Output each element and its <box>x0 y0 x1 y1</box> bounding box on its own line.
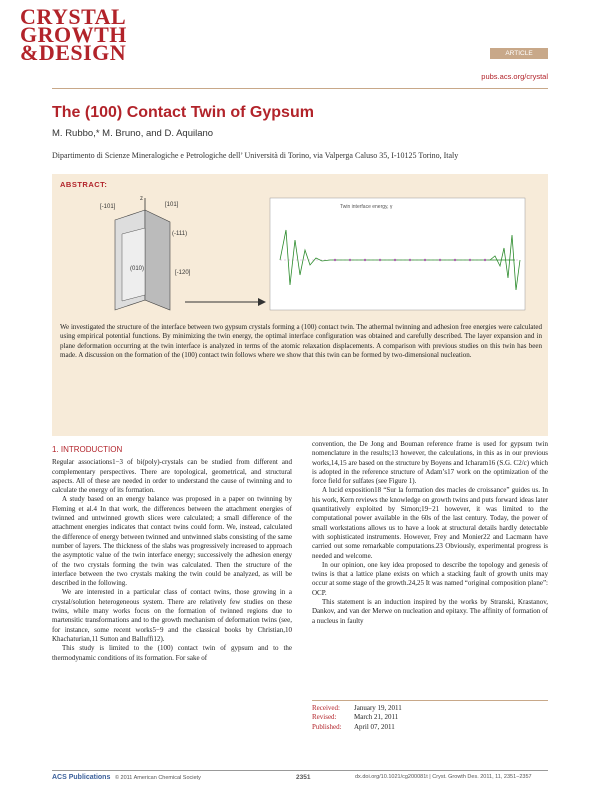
plot-title: Twin interface energy, γ <box>340 204 393 210</box>
left-column <box>52 445 292 663</box>
right-column <box>312 440 548 626</box>
date-received: Received: January 19, 2011 <box>312 704 402 712</box>
logo-line: GROWTH <box>20 22 127 47</box>
energy-plot-frame <box>270 198 525 310</box>
body-paragraph: In our opinion, one key idea proposed to describe the topology and genesis of twins is that a lattice plane exists on which a stacking fault of growth units may occur at some stage of the growth.24,25 It was named “original composition plane”: OCP. <box>312 560 548 597</box>
abstract-text: We investigated the structure of the interface between two gypsum crystals forming a (100) contact twin. The athermal twinning and adhesion free energies were calculated using empirical potential functions. By minimizing the twin energy, the optimal interface configuration was obtained and carefully described. The layer expansion and in plane deformation occurring at the twin interface is analyzed in terms of the atomic relaxation displacements. A comparison with previous studies on this twin has been made. A discussion on the formation of the (100) contact twin follows where we show that this twin can be formed by two-dimensional nucleation. <box>60 323 542 360</box>
body-paragraph: convention, the De Jong and Bouman reference frame is used for gypsum twin nomenclature in the results;13 however, the calculations, in this as in our previous works,14,15 are based on the structure by Boyens and Icharam16 (S.G. C2/c) which is adopted in the reference structure of Adam’s17 work on the optimization of the force field for sulfates (see Figure 1). <box>312 440 548 486</box>
logo-line: CRYSTAL <box>20 4 127 29</box>
body-paragraph: This study is limited to the (100) contact twin of gypsum and to the thermodynamic conditions of its formation. For sake of <box>52 644 292 662</box>
section-heading: 1. INTRODUCTION <box>52 445 123 454</box>
acs-publications-logo: ACS Publications <box>52 774 111 781</box>
header-divider <box>52 88 548 89</box>
abstract-label: ABSTRACT: <box>60 180 108 189</box>
footer-divider <box>52 770 548 771</box>
body-paragraph: A study based on an energy balance was proposed in a paper on twinning by Fleming et al.4 In that work, the differences between the attachment energies of twinned and untwinned growth slices were calculated; a small difference of the attachment energies indicates that contact twins could form. We, instead, calculated the difference of energy between twinned and untwinned slabs consisting of the same number of layers. The thickness of the slabs was progressively increased to approach the asymptotic value of the twin interface energy; successively the adhesion energy of the two crystals forming the twin was calculated. Then the structure of the interface between the two crystals making the twin could be analyzed, as will be described in the following. <box>52 495 292 588</box>
journal-logo <box>20 4 127 65</box>
body-paragraph: Regular associations1−3 of bi(poly)-crystals can be studied from different and complementary perspectives. There are topological, geometrical, and structural aspects. All of these are needed in order to understand the cause of twinning and to calculate the energy of its formation. <box>52 458 292 495</box>
z-axis-label: z <box>140 196 143 202</box>
body-paragraph: This statement is an induction inspired by the works by Stranski, Krastanov, Dankov, and van der Merwe on nucleation and epitaxy. The affinity of formation of a nucleus in faulty <box>312 598 548 625</box>
face-label-010: (010) <box>130 266 145 272</box>
copyright: © 2011 American Chemical Society <box>114 775 201 781</box>
face-label-101-bar: [-101] <box>100 204 116 210</box>
face-label-101: [101] <box>165 202 179 208</box>
page-number: 2351 <box>296 774 311 781</box>
date-published: Published: April 07, 2011 <box>312 722 395 731</box>
twin-plane <box>122 228 145 301</box>
affiliation: Dipartimento di Scienze Mineralogiche e Petrologiche dell’ Università di Torino, via Valperga Caluso 35, I-10125 Torino, Italy <box>52 151 459 160</box>
body-paragraph: We are interested in a particular class of contact twins, those growing in a crystal/solution heterogeneous system. There are relatively few studies on these twins, while many works focus on the formation of twinned regions due to martensitic transformations and to the growth mechanism of deformation twins (see, for instance, some recent works5−9 and the classical books by Christian,10 Khachaturian,11 Sutton and Balluffi12). <box>52 588 292 643</box>
face-label-120: [-120] <box>175 270 191 276</box>
crystal-right-face <box>145 210 170 310</box>
doi-citation[interactable]: dx.doi.org/10.1021/cg200081t | Cryst. Growth Des. 2011, 11, 2351−2357 <box>355 774 532 780</box>
logo-line: &DESIGN <box>20 40 127 65</box>
publication-dates <box>312 700 548 732</box>
face-label-111: (-111) <box>172 231 188 237</box>
date-revised: Revised: March 21, 2011 <box>312 713 399 722</box>
footer-publisher <box>52 774 201 781</box>
journal-site-link[interactable]: pubs.acs.org/crystal <box>481 72 548 81</box>
paper-title: The (100) Contact Twin of Gypsum <box>52 104 314 121</box>
article-type-badge: ARTICLE <box>490 48 548 59</box>
abstract-figure <box>90 190 540 320</box>
body-paragraph: A lucid exposition18 “Sur la formation des macles de croissance” guides us. In his work, Kern reviews the knowledge on growth twins and puts forward ideas later quantitatively exploited by Simon;19−21 however, it was limited to the computational power available in the 60s of the last century. Today, the power of small workstations allows us to have a look at structural details hardly detectable with sophisticated instruments. However, Frey and Monier22 and Lacmann have carried out some remarkable computations.23 Obviously, experimental progress is needed and welcome. <box>312 486 548 560</box>
arrow-head <box>258 298 266 306</box>
author-list: M. Rubbo,* M. Bruno, and D. Aquilano <box>52 128 214 139</box>
